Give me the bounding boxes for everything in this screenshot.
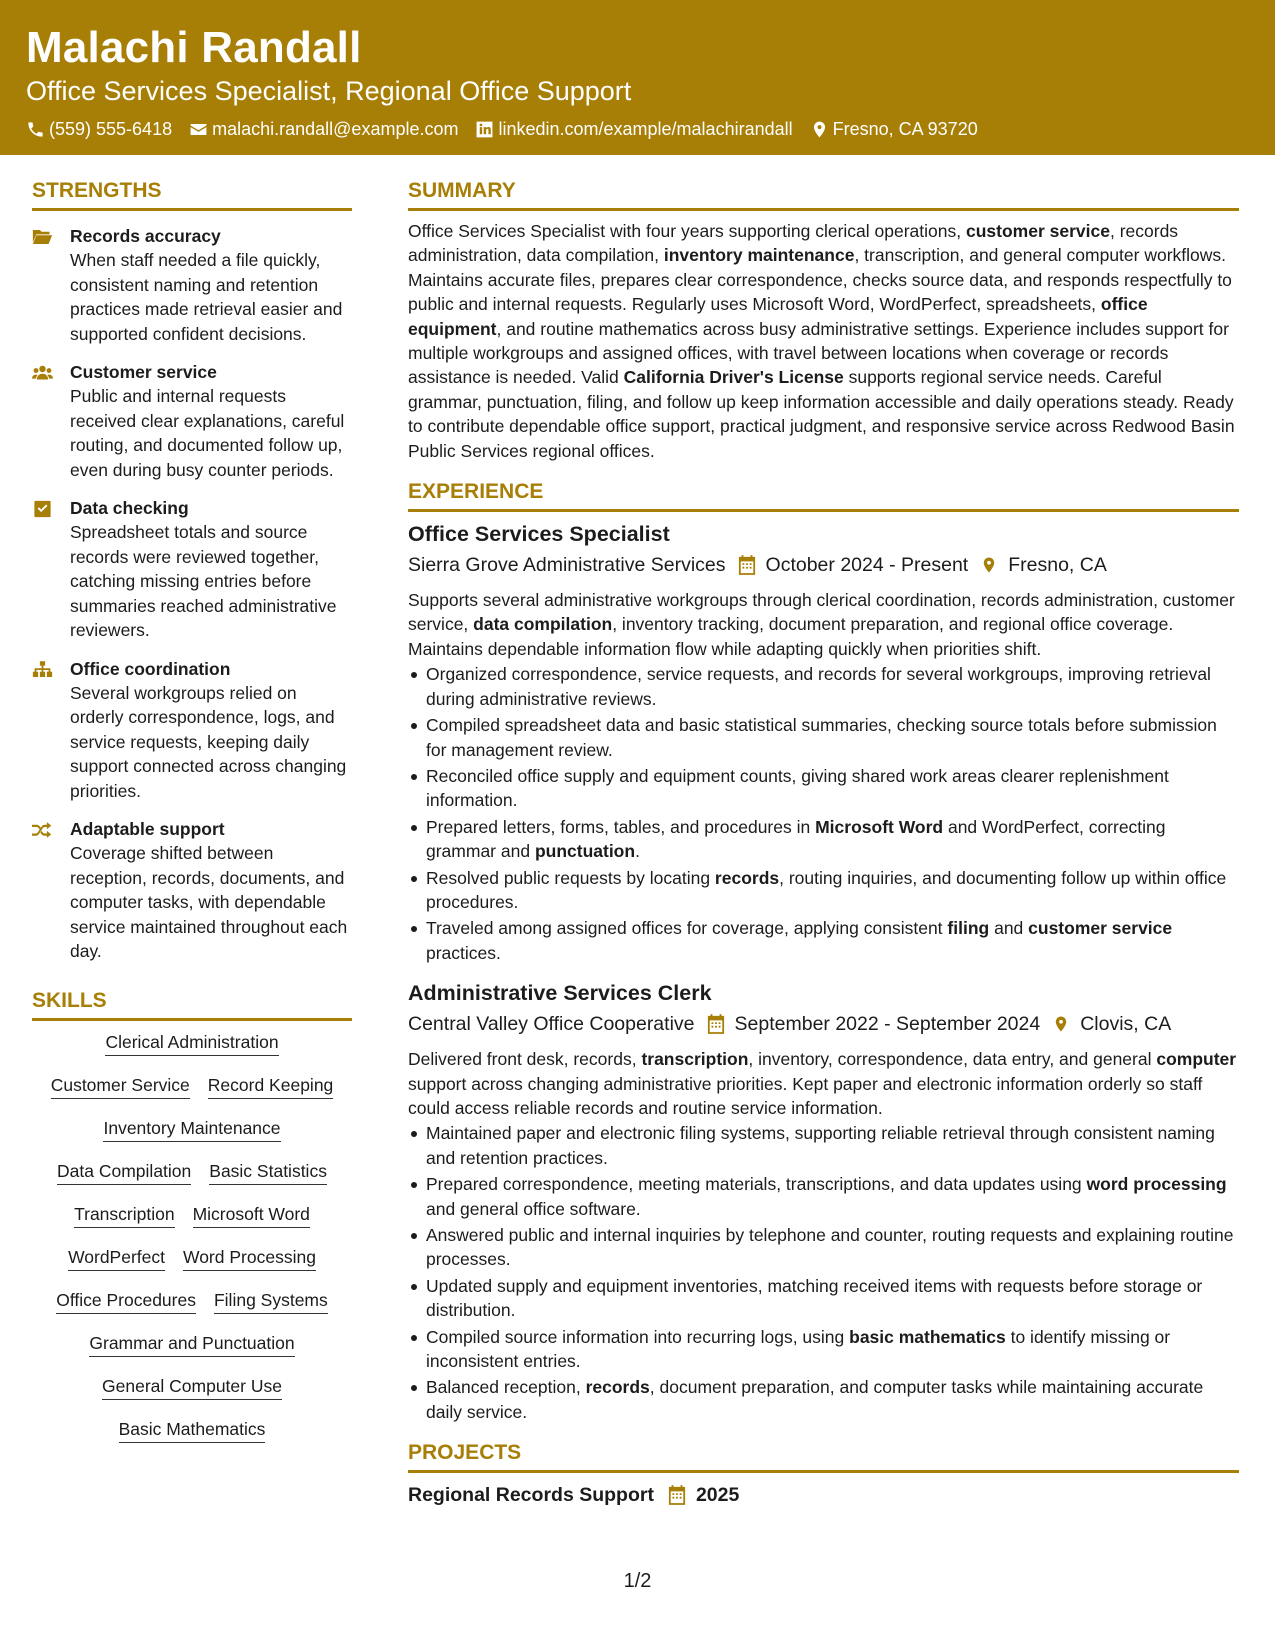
bullet-item (408, 764, 1239, 813)
text-segment: Reconciled office supply and equipment counts, giving shared work areas clearer replenishment information. (426, 765, 1169, 811)
strengths-heading: STRENGTHS (32, 178, 352, 211)
contact-text: linkedin.com/example/malachirandall (498, 119, 793, 139)
left-column (32, 178, 352, 1461)
contact-item (189, 119, 458, 140)
job-title: Office Services Specialist (408, 522, 670, 547)
calendar-icon (738, 555, 756, 575)
bullet-item (408, 662, 1239, 711)
skill-tag: Grammar and Punctuation (89, 1332, 294, 1357)
company-name: Sierra Grove Administrative Services (408, 554, 726, 577)
contact-item (475, 119, 792, 140)
projects-heading: PROJECTS (408, 1440, 1239, 1473)
bullet-item (408, 1172, 1239, 1221)
folder-open-icon (32, 228, 53, 246)
job-entry (408, 520, 1239, 965)
text-segment: to identify missing or inconsistent entries. (426, 1326, 1171, 1372)
job-description (408, 588, 1239, 661)
envelope-icon (189, 120, 208, 139)
skills-heading: SKILLS (32, 988, 352, 1021)
job-location (980, 551, 1107, 579)
skill-tag: Word Processing (183, 1246, 316, 1271)
bold-keyword: basic mathematics (849, 1326, 1006, 1347)
users-icon (32, 364, 53, 382)
text-segment: , and routine mathematics across busy administrative settings. Experience includes support for multiple workgroups and assigned offices, with travel between locations when coverage or records assistance is needed. Valid (408, 318, 1229, 388)
strength-body (70, 658, 352, 804)
text-segment: practices. (426, 942, 501, 963)
skill-tag: Basic Mathematics (119, 1418, 266, 1443)
text-segment: support across changing administrative priorities. Kept paper and electronic information orderly so staff could access reliable records and routine service information. (408, 1073, 1203, 1118)
company-name: Central Valley Office Cooperative (408, 1013, 695, 1036)
text-segment: and WordPerfect, correcting grammar and (426, 816, 1166, 862)
strength-item (32, 658, 352, 804)
experience-list (408, 520, 1239, 1424)
job-meta (408, 551, 1239, 579)
text-segment: Supports several administrative workgroups through clerical coordination, records administration, customer service, (408, 590, 1235, 635)
contact-bar (26, 119, 1249, 140)
strength-title: Records accuracy (70, 226, 221, 246)
bold-keyword: punctuation (534, 841, 636, 862)
bold-keyword: filing (947, 918, 990, 939)
text-segment: Delivered front desk, records, (408, 1049, 642, 1070)
skill-row (32, 1332, 352, 1357)
strength-icon-wrap (32, 225, 70, 346)
strength-description: Spreadsheet totals and source records were reviewed together, catching missing entries before summaries reached administrative reviewers. (70, 522, 337, 640)
text-segment: supports regional service needs. Careful grammar, punctuation, filing, and follow up keep information accessible and daily operations steady. Ready to contribute dependable office support, practical judgment, and responsive service across Redwood Basin Public Services regional offices. (408, 367, 1235, 461)
summary-heading: SUMMARY (408, 178, 1239, 211)
bold-keyword: office equipment (408, 294, 1148, 339)
skill-tag: Data Compilation (57, 1160, 191, 1185)
bold-keyword: customer service (1028, 918, 1173, 939)
text-segment: Compiled spreadsheet data and basic statistical summaries, checking source totals before submission for management review. (426, 715, 1217, 760)
skill-row (32, 1031, 352, 1056)
phone-icon (26, 120, 45, 139)
job-title: Administrative Services Clerk (408, 981, 712, 1006)
skill-tag: Transcription (74, 1203, 175, 1228)
text-segment: . (635, 841, 640, 862)
text-segment: Organized correspondence, service requests, and records for several workgroups, improving retrieval during administrative reviews. (426, 664, 1211, 709)
skill-row (32, 1246, 352, 1271)
right-column (408, 178, 1239, 1509)
bullet-item (408, 713, 1239, 762)
project-item (408, 1481, 1239, 1509)
text-segment: Answered public and internal inquiries by telephone and counter, routing requests and explaining routine processes. (426, 1225, 1234, 1270)
bullet-item (408, 1121, 1239, 1170)
dates-text: September 2022 - September 2024 (734, 1013, 1041, 1036)
bold-keyword: word processing (1086, 1174, 1227, 1195)
skill-row (32, 1289, 352, 1314)
skill-row (32, 1117, 352, 1142)
bold-keyword: records (585, 1377, 650, 1398)
bullet-item (408, 1325, 1239, 1374)
strength-item (32, 497, 352, 643)
contact-text: (559) 555-6418 (49, 119, 173, 139)
strength-item (32, 225, 352, 346)
projects-list (408, 1481, 1239, 1509)
job-dates (707, 1010, 1041, 1038)
strength-item (32, 818, 352, 964)
job-bullets (408, 662, 1239, 965)
bullet-item (408, 815, 1239, 864)
resume-header (0, 0, 1275, 155)
text-segment: Updated supply and equipment inventories, matching received items with requests before storage or distribution. (426, 1275, 1203, 1321)
bullet-item (408, 1274, 1239, 1323)
job-meta (408, 1010, 1239, 1038)
bold-keyword: data compilation (473, 614, 613, 635)
strength-body (70, 225, 352, 346)
bold-keyword: Microsoft Word (815, 816, 944, 837)
map-pin-icon (810, 120, 829, 139)
skill-tag: Inventory Maintenance (103, 1117, 280, 1142)
text-segment: , records administration, data compilation, (408, 221, 1179, 266)
strength-body (70, 497, 352, 643)
text-segment: and general office software. (426, 1198, 641, 1219)
bold-keyword: customer service (965, 221, 1110, 241)
text-segment: Maintained paper and electronic filing systems, supporting reliable retrieval through consistent naming and retention practices. (426, 1123, 1215, 1168)
contact-item (26, 119, 172, 140)
job-bullets (408, 1121, 1239, 1424)
summary-text (408, 219, 1239, 463)
calendar-icon (668, 1485, 686, 1505)
skill-tag: General Computer Use (102, 1375, 282, 1400)
bullet-item (408, 1223, 1239, 1272)
skill-row (32, 1160, 352, 1185)
text-segment: Compiled source information into recurring logs, using (426, 1326, 850, 1347)
location-text: Clovis, CA (1080, 1013, 1172, 1036)
linkedin-icon (475, 120, 494, 139)
text-segment: , inventory tracking, document preparation, and regional office coverage. Maintains dependable information flow while adapting quickly when priorities shift. (408, 614, 1174, 659)
text-segment: Office Services Specialist with four years supporting clerical operations, (408, 221, 966, 241)
candidate-name: Malachi Randall (26, 23, 362, 72)
strength-title: Customer service (70, 362, 217, 382)
skills-list (32, 1031, 352, 1443)
strength-title: Adaptable support (70, 819, 225, 839)
project-year: 2025 (695, 1484, 740, 1507)
text-segment: , document preparation, and computer tasks while maintaining accurate daily service. (426, 1377, 1204, 1422)
bullet-item (408, 866, 1239, 915)
skill-tag: Basic Statistics (209, 1160, 327, 1185)
skill-tag: Customer Service (51, 1074, 190, 1099)
location-text: Fresno, CA (1008, 554, 1107, 577)
calendar-icon (707, 1014, 725, 1034)
text-segment: Prepared correspondence, meeting materials, transcriptions, and data updates using (426, 1174, 1087, 1195)
text-segment: , inventory, correspondence, data entry, and general (748, 1049, 1157, 1070)
bold-keyword: inventory maintenance (663, 245, 855, 266)
skill-tag: Record Keeping (208, 1074, 334, 1099)
strength-icon-wrap (32, 658, 70, 804)
job-description (408, 1047, 1239, 1120)
strengths-list (32, 225, 352, 964)
text-segment: Traveled among assigned offices for coverage, applying consistent (426, 918, 948, 939)
skill-row (32, 1203, 352, 1228)
strength-description: Public and internal requests received clear explanations, careful routing, and documented follow up, even during busy counter periods. (70, 386, 345, 480)
skill-row (32, 1074, 352, 1099)
map-pin-icon (980, 555, 998, 575)
experience-heading: EXPERIENCE (408, 479, 1239, 512)
strength-icon-wrap (32, 361, 70, 482)
contact-text: Fresno, CA 93720 (832, 119, 978, 139)
bullet-item (408, 1375, 1239, 1424)
bold-keyword: transcription (641, 1049, 749, 1070)
strength-body (70, 818, 352, 964)
text-segment: , routing inquiries, and documenting follow up within office procedures. (426, 867, 1227, 912)
strength-title: Office coordination (70, 658, 231, 679)
shuffle-icon (32, 821, 53, 839)
skill-tag: Filing Systems (214, 1289, 328, 1314)
text-segment: , transcription, and general computer workflows. Maintains accurate files, prepares clear correspondence, checks source data, and responds respectfully to public and internal requests. Regularly uses Microsoft Word, WordPerfect, spreadsheets, (408, 245, 1232, 315)
skill-row (32, 1418, 352, 1443)
strength-description: Several workgroups relied on orderly correspondence, logs, and service requests, keeping daily support connected across changing priorities. (70, 682, 347, 801)
strength-description: When staff needed a file quickly, consistent naming and retention practices made retrieval easier and supported confident decisions. (70, 250, 343, 344)
skill-tag: Microsoft Word (193, 1203, 310, 1228)
sitemap-icon (32, 661, 53, 679)
text-segment: Prepared letters, forms, tables, and procedures in (426, 816, 816, 837)
strength-description: Coverage shifted between reception, records, documents, and computer tasks, with dependable service maintained throughout each day. (70, 843, 348, 961)
strength-icon-wrap (32, 497, 70, 643)
page-number: 1/2 (623, 1570, 652, 1592)
job-entry (408, 979, 1239, 1424)
skill-tag: Office Procedures (56, 1289, 196, 1314)
text-segment: Balanced reception, (426, 1377, 586, 1398)
strength-body (70, 361, 352, 482)
strength-icon-wrap (32, 818, 70, 964)
contact-text: malachi.randall@example.com (212, 119, 459, 139)
skill-tag: WordPerfect (68, 1246, 165, 1271)
text-segment: and (989, 918, 1029, 939)
map-pin-icon (1052, 1014, 1070, 1034)
strength-item (32, 361, 352, 482)
dates-text: October 2024 - Present (765, 554, 969, 577)
skill-row (32, 1375, 352, 1400)
job-location (1052, 1010, 1171, 1038)
project-title: Regional Records Support (408, 1484, 654, 1507)
bold-keyword: computer (1156, 1049, 1237, 1070)
contact-item (810, 119, 978, 140)
job-dates (738, 551, 969, 579)
text-segment: Resolved public requests by locating (426, 867, 715, 888)
bullet-item (408, 916, 1239, 965)
bold-keyword: California Driver's License (623, 367, 844, 388)
bold-keyword: records (714, 867, 780, 888)
skill-tag: Clerical Administration (105, 1031, 278, 1056)
strength-title: Data checking (70, 498, 189, 518)
candidate-title: Office Services Specialist, Regional Office Support (26, 76, 632, 106)
check-square-icon (32, 500, 53, 518)
